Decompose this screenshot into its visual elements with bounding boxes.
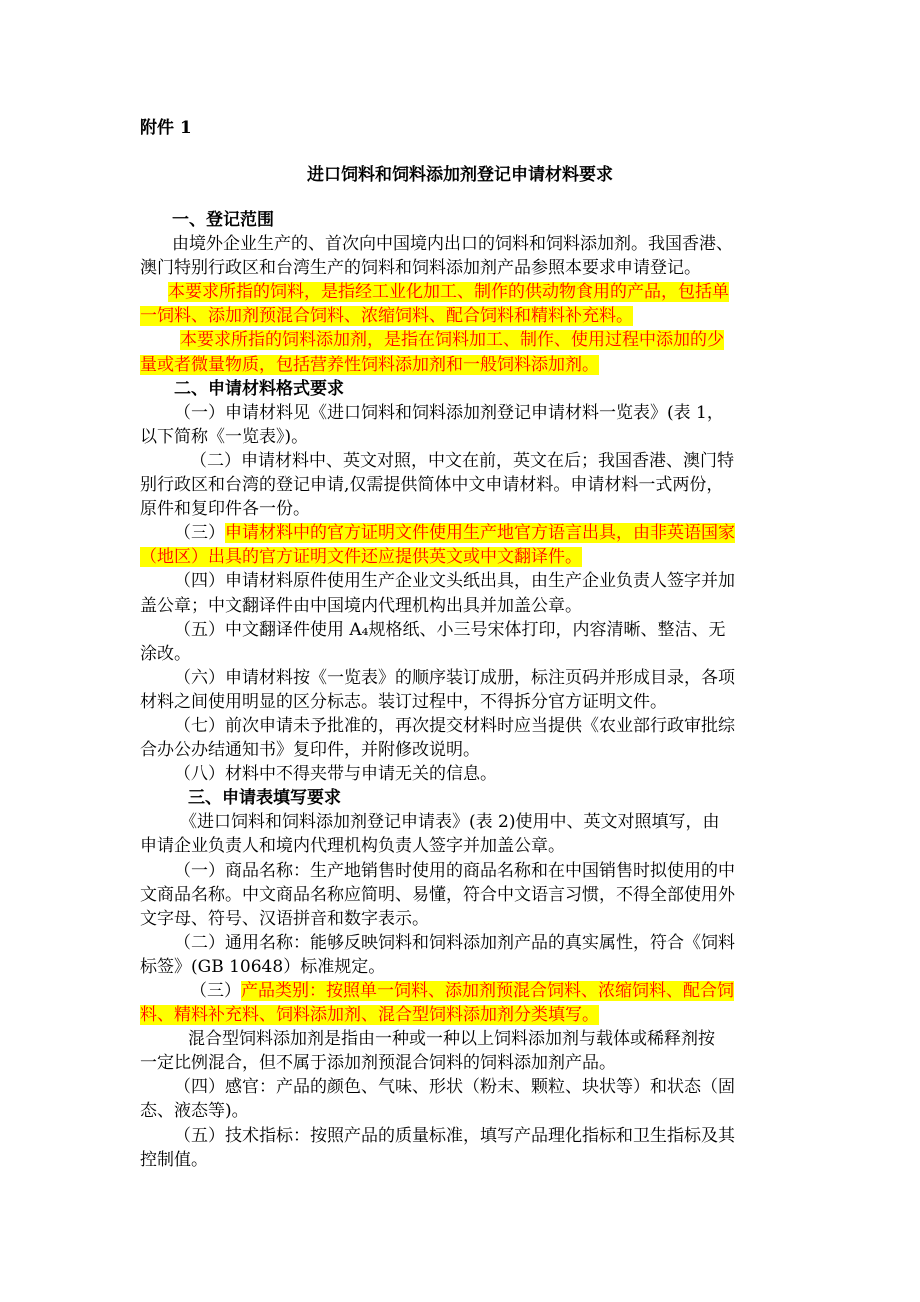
- text-line: [140, 1075, 800, 1099]
- highlighted-text: 量或者微量物质，包括营养性饲料添加剂和一般饲料添加剂。: [140, 354, 599, 375]
- text-line: [140, 738, 800, 762]
- highlighted-text: 本要求所指的饲料，是指经工业化加工、制作的供动物食用的产品，包括单: [168, 282, 729, 303]
- text-line: [140, 1027, 800, 1051]
- text-span: 申请企业负责人和境内代理机构负责人签字并加盖公章。: [140, 836, 565, 857]
- section-heading: [140, 377, 800, 401]
- text-span: 文商品名称。中文商品名称应简明、易懂，符合中文语言习惯，不得全部使用外: [140, 884, 735, 905]
- text-span: 原件和复印件各一份。: [140, 499, 310, 520]
- highlighted-text: （地区）出具的官方证明文件还应提供英文或中文翻译件。: [140, 547, 582, 568]
- text-line: [140, 883, 800, 907]
- text-span: （四）申请材料原件使用生产企业文头纸出具，由生产企业负责人签字并加: [174, 571, 735, 592]
- text-line: [140, 955, 800, 979]
- text-span: （二）通用名称：能够反映饲料和饲料添加剂产品的真实属性，符合《饲料: [174, 932, 735, 953]
- text-line: [140, 401, 800, 425]
- text-line: [140, 1124, 800, 1148]
- document-body: [140, 208, 800, 1172]
- text-span: 三、申请表填写要求: [188, 788, 341, 809]
- text-span: （五）技术指标：按照产品的质量标准，填写产品理化指标和卫生指标及其: [174, 1125, 735, 1146]
- text-line: [140, 1148, 800, 1172]
- text-span: 别行政区和台湾的登记申请,仅需提供简体中文申请材料。申请材料一式两份，: [140, 475, 724, 496]
- highlighted-text: 料、精料补充料、饲料添加剂、混合型饲料添加剂分类填写。: [140, 1005, 599, 1026]
- text-line: [140, 569, 800, 593]
- text-line: [140, 497, 800, 521]
- text-span: 控制值。: [140, 1149, 208, 1170]
- text-span: （八）材料中不得夹带与申请无关的信息。: [174, 764, 497, 785]
- text-span: （二）申请材料中、英文对照，中文在前，英文在后；我国香港、澳门特: [190, 450, 734, 471]
- text-line: [140, 642, 800, 666]
- text-line: [140, 931, 800, 955]
- section-heading: [140, 786, 800, 810]
- text-line: [140, 1051, 800, 1075]
- text-span: 态、液态等)。: [140, 1101, 249, 1122]
- text-span: （三）: [174, 523, 225, 544]
- text-span: （六）申请材料按《一览表》的顺序装订成册，标注页码并形成目录，各项: [174, 667, 735, 688]
- text-line: [140, 618, 800, 642]
- text-line: [140, 449, 800, 473]
- text-line: [140, 304, 800, 328]
- text-span: 盖公章；中文翻译件由中国境内代理机构出具并加盖公章。: [140, 595, 582, 616]
- annex-label: 附件 1: [140, 118, 192, 138]
- text-line: [140, 834, 800, 858]
- text-span: 澳门特别行政区和台湾生产的饲料和饲料添加剂产品参照本要求申请登记。: [140, 258, 701, 279]
- text-line: [140, 328, 800, 352]
- highlighted-text: 申请材料中的官方证明文件使用生产地官方语言出具，由非英语国家: [225, 523, 735, 544]
- text-line: [140, 425, 800, 449]
- text-line: [140, 762, 800, 786]
- text-line: [140, 521, 800, 545]
- text-line: [140, 353, 800, 377]
- text-line: [140, 907, 800, 931]
- text-span: （四）感官：产品的颜色、气味、形状（粉末、颗粒、块状等）和状态（固: [174, 1077, 735, 1098]
- text-line: [140, 473, 800, 497]
- text-line: [140, 256, 800, 280]
- text-line: [140, 545, 800, 569]
- text-line: [140, 1099, 800, 1123]
- text-span: 《进口饲料和饲料添加剂登记申请表》(表 2)使用中、英文对照填写，由: [180, 812, 720, 833]
- text-span: 一定比例混合，但不属于添加剂预混合饲料的饲料添加剂产品。: [140, 1053, 616, 1074]
- text-line: [140, 1003, 800, 1027]
- text-line: [140, 714, 800, 738]
- text-line: [140, 690, 800, 714]
- text-span: 混合型饲料添加剂是指由一种或一种以上饲料添加剂与载体或稀释剂按: [188, 1029, 715, 1050]
- text-span: 文字母、符号、汉语拼音和数字表示。: [140, 908, 429, 929]
- text-line: [140, 232, 800, 256]
- text-line: [140, 666, 800, 690]
- text-span: 材料之间使用明显的区分标志。装订过程中，不得拆分官方证明文件。: [140, 691, 667, 712]
- text-span: （七）前次申请未予批准的，再次提交材料时应当提供《农业部行政审批综: [174, 715, 735, 736]
- text-line: [140, 810, 800, 834]
- text-span: 二、申请材料格式要求: [174, 378, 344, 399]
- text-span: 合办公办结通知书》复印件，并附修改说明。: [140, 740, 480, 761]
- section-heading: [140, 208, 800, 232]
- text-span: （五）中文翻译件使用 A₄规格纸、小三号宋体打印，内容清晰、整洁、无: [174, 619, 726, 640]
- document-title: 进口饲料和饲料添加剂登记申请材料要求: [307, 165, 613, 185]
- text-span: （三）: [190, 981, 241, 1001]
- text-line: [140, 979, 800, 1003]
- text-line: [140, 280, 800, 304]
- text-span: （一）商品名称：生产地销售时使用的商品名称和在中国销售时拟使用的中: [174, 860, 735, 881]
- highlighted-text: 一饲料、添加剂预混合饲料、浓缩饲料、配合饲料和精料补充料。: [140, 306, 633, 327]
- highlighted-text: 产品类别：按照单一饲料、添加剂预混合饲料、浓缩饲料、配合饲: [241, 981, 734, 1001]
- text-span: 涂改。: [140, 643, 191, 664]
- text-span: 一、登记范围: [172, 210, 274, 230]
- text-span: 由境外企业生产的、首次向中国境内出口的饲料和饲料添加剂。我国香港、: [172, 234, 733, 255]
- text-line: [140, 594, 800, 618]
- text-span: （一）申请材料见《进口饲料和饲料添加剂登记申请材料一览表》(表 1，: [174, 402, 724, 423]
- text-span: 以下简称《一览表》)。: [140, 426, 309, 447]
- text-span: 标签》(GB 10648）标准规定。: [140, 956, 386, 977]
- highlighted-text: 本要求所指的饲料添加剂，是指在饲料加工、制作、使用过程中添加的少: [180, 330, 724, 351]
- text-line: [140, 859, 800, 883]
